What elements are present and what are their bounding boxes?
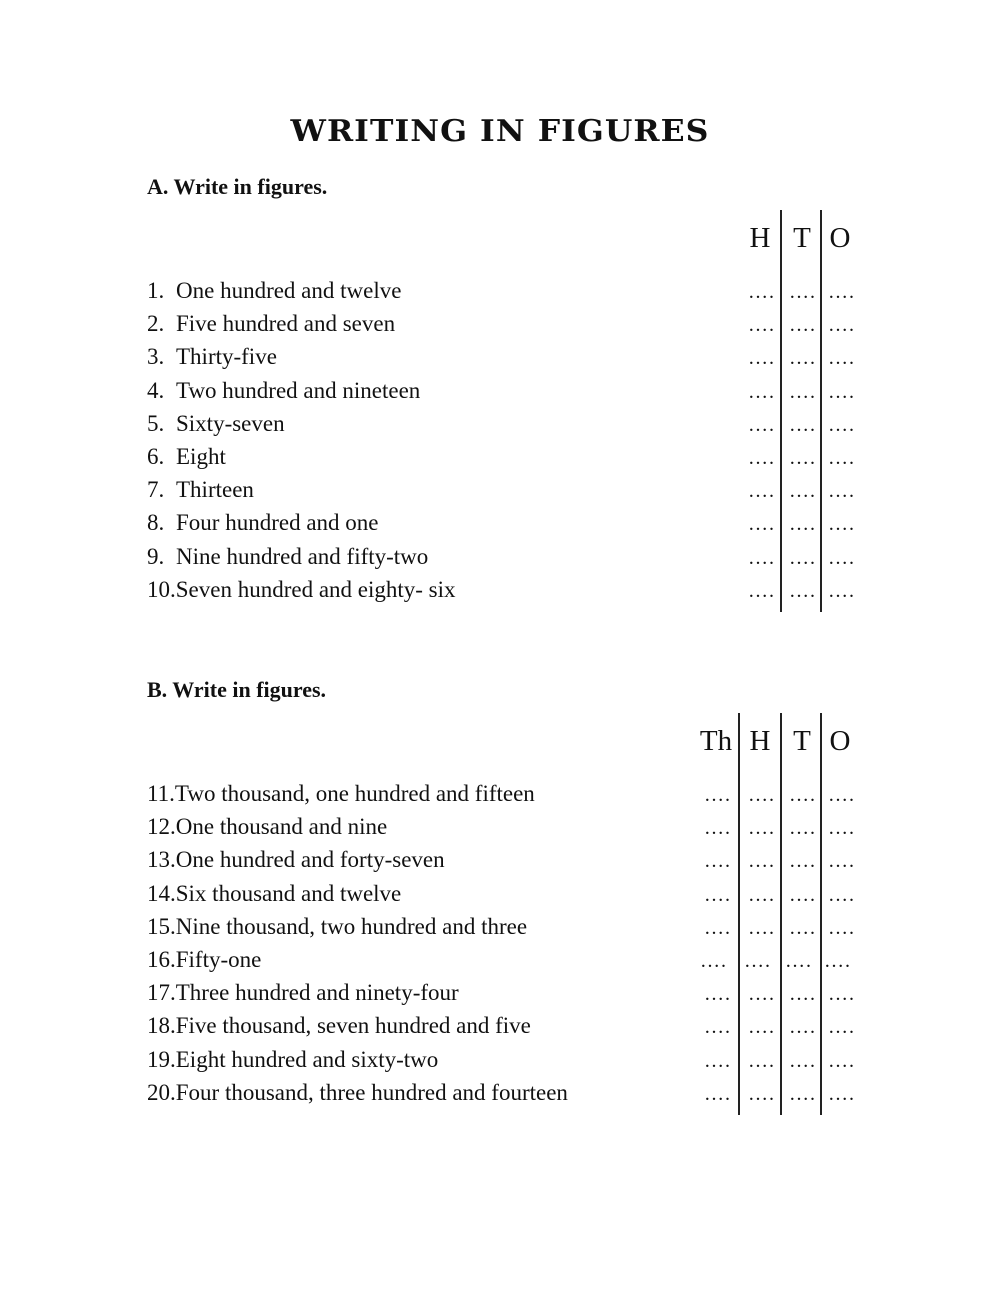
list-item <box>147 777 535 810</box>
item-text: Nine thousand, two hundred and three <box>175 913 528 939</box>
item-text: Two thousand, one hundred and fifteen <box>174 781 535 806</box>
answer-blank-t[interactable]: …. <box>789 546 816 569</box>
answer-blank-t[interactable]: …. <box>789 784 816 806</box>
item-number: 13. <box>147 847 176 873</box>
answer-blank-t[interactable]: …. <box>789 916 816 939</box>
answer-blank-t[interactable]: …. <box>785 950 812 972</box>
answer-blank-o[interactable]: …. <box>828 413 855 436</box>
item-number: 18. <box>147 1013 176 1039</box>
item-number: 17. <box>147 980 176 1006</box>
item-text: Thirteen <box>176 477 254 503</box>
item-number: 7. <box>147 477 165 503</box>
item-text: Three hundred and ninety-four <box>175 980 459 1006</box>
item-text: One hundred and twelve <box>176 278 402 303</box>
item-number: 5. <box>147 410 165 436</box>
item-text: Five thousand, seven hundred and five <box>175 1013 531 1039</box>
answer-blank-t[interactable]: …. <box>789 579 816 602</box>
answer-blank-th[interactable]: …. <box>704 1082 731 1105</box>
answer-blank-t[interactable]: …. <box>789 380 816 403</box>
answer-blank-o[interactable]: …. <box>828 314 855 337</box>
answer-blank-th[interactable]: …. <box>704 916 731 939</box>
answer-blank-th[interactable]: …. <box>704 1049 731 1072</box>
answer-blank-h[interactable]: …. <box>748 579 775 602</box>
list-item <box>147 473 254 506</box>
item-text: Eight <box>176 444 226 469</box>
answer-blank-t[interactable]: …. <box>789 513 816 536</box>
answer-blank-t[interactable]: …. <box>789 1049 816 1072</box>
item-number: 1. <box>147 278 165 303</box>
answer-blank-o[interactable]: …. <box>828 347 855 370</box>
answer-blank-o[interactable]: …. <box>828 983 855 1006</box>
column-divider <box>738 713 740 1115</box>
item-number: 15. <box>147 913 176 939</box>
answer-blank-h[interactable]: …. <box>744 950 771 972</box>
column-divider <box>820 210 822 612</box>
list-item <box>147 407 285 440</box>
answer-blank-t[interactable]: …. <box>789 1016 816 1039</box>
answer-blank-th[interactable]: …. <box>704 1016 731 1039</box>
answer-blank-h[interactable]: …. <box>748 480 775 503</box>
answer-blank-h[interactable]: …. <box>748 413 775 436</box>
column-divider <box>780 210 782 612</box>
item-number: 14. <box>147 880 176 906</box>
answer-blank-h[interactable]: …. <box>748 513 775 536</box>
item-number: 20. <box>147 1079 176 1105</box>
answer-blank-t[interactable]: …. <box>789 314 816 337</box>
answer-blank-h[interactable]: …. <box>748 784 775 806</box>
list-item <box>147 943 261 976</box>
item-text: Seven hundred and eighty- six <box>175 576 456 602</box>
answer-blank-th[interactable]: …. <box>700 950 727 972</box>
answer-blank-h[interactable]: …. <box>748 883 775 906</box>
answer-blank-h[interactable]: …. <box>748 447 775 469</box>
answer-blank-t[interactable]: …. <box>789 347 816 370</box>
item-text: Nine hundred and fifty-two <box>176 543 429 569</box>
item-text: Four hundred and one <box>176 510 379 536</box>
answer-blank-h[interactable]: …. <box>748 817 775 840</box>
answer-blank-o[interactable]: …. <box>828 546 855 569</box>
answer-blank-h[interactable]: …. <box>748 347 775 370</box>
column-header-o: O <box>829 222 851 254</box>
item-text: Five hundred and seven <box>176 311 396 337</box>
item-number: 11. <box>147 781 175 806</box>
column-divider <box>820 713 822 1115</box>
list-item <box>147 340 277 373</box>
item-text: One hundred and forty-seven <box>175 847 445 873</box>
answer-blank-t[interactable]: …. <box>789 447 816 469</box>
answer-blank-t[interactable]: …. <box>789 480 816 503</box>
item-number: 12. <box>147 814 176 840</box>
answer-blank-t[interactable]: …. <box>789 883 816 906</box>
answer-blank-o[interactable]: …. <box>828 513 855 536</box>
answer-blank-h[interactable]: …. <box>748 314 775 337</box>
list-item <box>147 1076 568 1109</box>
list-item <box>147 910 527 943</box>
item-number: 3. <box>147 344 165 370</box>
answer-blank-o[interactable]: …. <box>828 784 855 806</box>
answer-blank-t[interactable]: …. <box>789 983 816 1006</box>
item-number: 6. <box>147 444 165 469</box>
list-item <box>147 540 428 573</box>
item-text: Fifty-one <box>175 947 262 972</box>
item-text: Sixty-seven <box>176 410 285 436</box>
item-number: 4. <box>147 377 165 403</box>
answer-blank-th[interactable]: …. <box>704 817 731 840</box>
answer-blank-h[interactable]: …. <box>748 380 775 403</box>
answer-blank-o[interactable]: …. <box>828 281 855 303</box>
item-number: 2. <box>147 311 165 337</box>
item-number: 16. <box>147 947 176 972</box>
answer-blank-t[interactable]: …. <box>789 850 816 873</box>
item-text: Eight hundred and sixty-two <box>175 1046 439 1072</box>
answer-blank-o[interactable]: …. <box>828 579 855 602</box>
column-header-o: O <box>829 725 851 757</box>
list-item <box>147 1009 531 1042</box>
answer-blank-th[interactable]: …. <box>704 883 731 906</box>
item-number: 8. <box>147 510 165 536</box>
item-number: 10. <box>147 576 176 602</box>
answer-blank-o[interactable]: …. <box>828 1016 855 1039</box>
answer-blank-t[interactable]: …. <box>789 413 816 436</box>
answer-blank-o[interactable]: …. <box>828 380 855 403</box>
item-number: 19. <box>147 1046 176 1072</box>
answer-blank-o[interactable]: …. <box>828 850 855 873</box>
answer-blank-o[interactable]: …. <box>828 480 855 503</box>
answer-blank-h[interactable]: …. <box>748 1016 775 1039</box>
column-header-t: T <box>793 725 811 757</box>
answer-blank-o[interactable]: …. <box>828 916 855 939</box>
list-item <box>147 374 420 407</box>
answer-blank-th[interactable]: …. <box>704 784 731 806</box>
list-item <box>147 274 401 307</box>
column-header-h: H <box>749 222 771 254</box>
column-header-t: T <box>793 222 811 254</box>
page-title: WRITING IN FIGURES <box>290 114 710 149</box>
answer-blank-th[interactable]: …. <box>704 850 731 873</box>
answer-blank-h[interactable]: …. <box>748 850 775 873</box>
answer-blank-h[interactable]: …. <box>748 916 775 939</box>
column-divider <box>780 713 782 1115</box>
answer-blank-o[interactable]: …. <box>828 1049 855 1072</box>
item-number: 9. <box>147 543 165 569</box>
answer-blank-t[interactable]: …. <box>789 1082 816 1105</box>
answer-blank-h[interactable]: …. <box>748 1082 775 1105</box>
item-text: Two hundred and nineteen <box>176 377 421 403</box>
list-item <box>147 976 459 1009</box>
list-item <box>147 506 379 539</box>
list-item <box>147 1043 438 1076</box>
list-item <box>147 307 395 340</box>
item-text: One thousand and nine <box>175 814 388 840</box>
list-item <box>147 810 387 843</box>
column-header-h: H <box>749 725 771 757</box>
answer-blank-o[interactable]: …. <box>828 1082 855 1105</box>
answer-blank-th[interactable]: …. <box>704 983 731 1006</box>
answer-blank-h[interactable]: …. <box>748 281 775 303</box>
section-a-heading: A. Write in figures. <box>147 174 328 199</box>
item-text: Six thousand and twelve <box>175 880 402 906</box>
list-item <box>147 573 456 606</box>
list-item <box>147 877 401 910</box>
item-text: Four thousand, three hundred and fourteen <box>175 1079 568 1105</box>
answer-blank-h[interactable]: …. <box>748 546 775 569</box>
answer-blank-o[interactable]: …. <box>828 817 855 840</box>
list-item <box>147 843 445 876</box>
section-b-heading: B. Write in figures. <box>147 677 327 702</box>
answer-blank-t[interactable]: …. <box>789 281 816 303</box>
item-text: Thirty-five <box>176 344 277 370</box>
list-item <box>147 440 226 473</box>
answer-blank-t[interactable]: …. <box>789 817 816 840</box>
answer-blank-o[interactable]: …. <box>828 447 855 469</box>
column-header-th: Th <box>699 725 733 757</box>
answer-blank-o[interactable]: …. <box>828 883 855 906</box>
answer-blank-h[interactable]: …. <box>748 983 775 1006</box>
answer-blank-o[interactable]: …. <box>824 950 851 972</box>
answer-blank-h[interactable]: …. <box>748 1049 775 1072</box>
